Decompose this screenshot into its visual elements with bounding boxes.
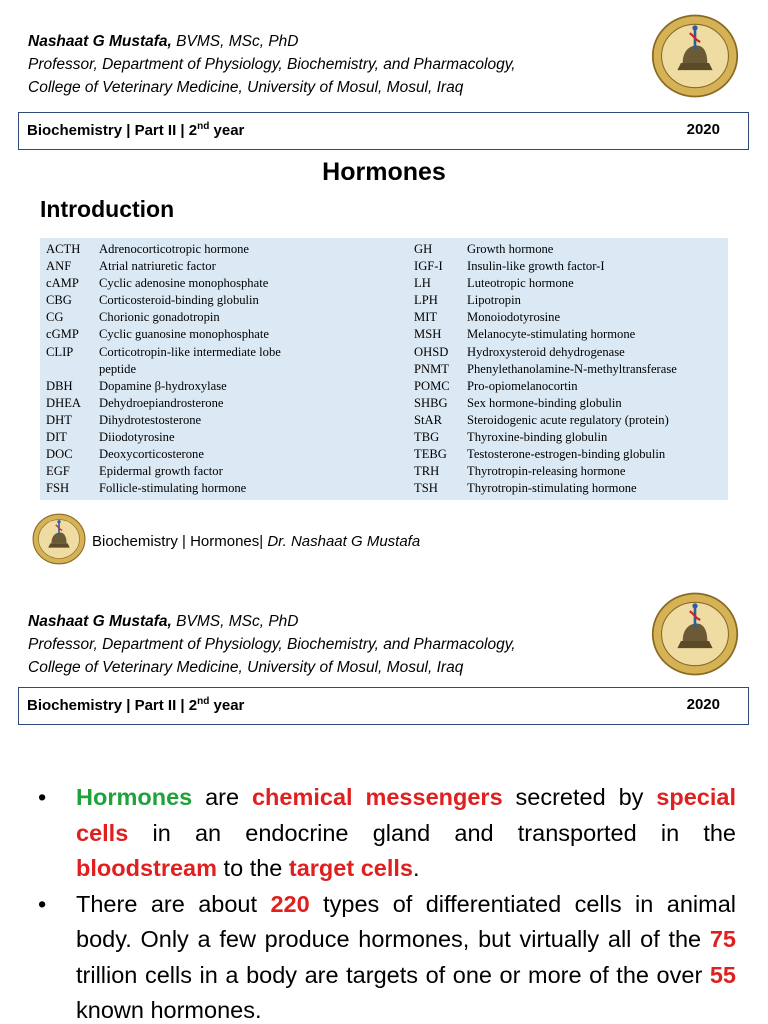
abbreviation-key: TSH xyxy=(414,481,438,496)
course-bar xyxy=(18,112,749,150)
author-affiliation: College of Veterinary Medicine, University of Mosul, Mosul, Iraq xyxy=(28,79,464,96)
abbreviation-key: IGF-I xyxy=(414,259,443,274)
abbreviation-key: DHEA xyxy=(46,395,81,410)
abbreviation-row xyxy=(46,395,406,412)
abbreviation-row xyxy=(414,446,726,463)
abbreviation-meaning: peptide xyxy=(99,361,137,376)
abbreviation-key: cGMP xyxy=(46,327,79,342)
author-block xyxy=(28,30,516,99)
abbreviation-row xyxy=(46,275,406,292)
abbreviation-meaning: Deoxycorticosterone xyxy=(99,447,204,462)
abbreviation-key: DIT xyxy=(46,430,67,445)
abbreviation-meaning: Monoiodotyrosine xyxy=(467,310,561,325)
abbreviation-meaning: Thyrotropin-releasing hormone xyxy=(467,464,626,479)
course-year: 2020 xyxy=(686,696,720,713)
author-name: Nashaat G Mustafa, xyxy=(28,33,172,50)
abbreviation-table xyxy=(40,238,728,500)
abbreviation-key: DHT xyxy=(46,412,72,427)
abbreviation-key xyxy=(46,361,99,378)
abbreviation-meaning: Follicle-stimulating hormone xyxy=(99,481,247,496)
abbreviation-row xyxy=(46,309,406,326)
bullet-list xyxy=(36,780,736,1024)
section-heading: Introduction xyxy=(40,196,175,222)
abbreviation-row xyxy=(46,429,406,446)
abbreviation-key: ANF xyxy=(46,259,72,274)
abbreviation-row xyxy=(414,412,726,429)
abbreviation-key: LPH xyxy=(414,293,438,308)
abbreviation-row xyxy=(46,412,406,429)
bullet-item: • There are about 220 types of differentiated cells in animal body. Only a few produce hormones, but virtually all of the 75 trillion cells in a body are targets of one or more of the over 55 known hormones. xyxy=(36,887,736,1024)
bullet-item: • Hormones are chemical messengers secreted by special cells in an endocrine gland and transported in the bloodstream to the target cells. xyxy=(36,780,736,887)
abbreviation-row xyxy=(414,275,726,292)
abbreviation-meaning: Lipotropin xyxy=(467,293,521,308)
abbreviation-key: POMC xyxy=(414,378,450,393)
abbreviation-meaning: Testosterone-estrogen-binding globulin xyxy=(467,447,666,462)
abbreviation-meaning: Dopamine β-hydroxylase xyxy=(99,378,227,393)
abbreviation-row xyxy=(414,292,726,309)
author-degrees: BVMS, MSc, PhD xyxy=(171,33,299,50)
abbreviation-key: TEBG xyxy=(414,447,447,462)
abbreviation-meaning: Corticosteroid-binding globulin xyxy=(99,293,259,308)
abbreviation-meaning: Atrial natriuretic factor xyxy=(99,259,216,274)
abbreviation-meaning: Steroidogenic acute regulatory (protein) xyxy=(467,412,669,427)
abbreviation-row xyxy=(414,361,726,378)
abbreviation-row xyxy=(46,258,406,275)
abbreviation-row xyxy=(414,480,726,497)
footer-seal-icon xyxy=(32,512,86,566)
abbreviation-row xyxy=(46,378,406,395)
abbreviation-row xyxy=(414,429,726,446)
author-position: Professor, Department of Physiology, Biochemistry, and Pharmacology, xyxy=(28,56,516,73)
abbreviation-row xyxy=(46,241,406,258)
abbreviation-meaning: Adrenocorticotropic hormone xyxy=(99,242,250,256)
abbreviation-meaning: Dehydroepiandrosterone xyxy=(99,395,224,410)
slide-title: Hormones xyxy=(322,158,446,186)
abbreviation-row xyxy=(414,378,726,395)
abbreviation-meaning: Phenylethanolamine-N-methyltransferase xyxy=(467,361,677,376)
abbreviation-row xyxy=(414,241,726,258)
abbreviation-meaning: Cyclic guanosine monophosphate xyxy=(99,327,269,342)
abbreviation-meaning: Insulin-like growth factor-I xyxy=(467,259,605,274)
abbreviation-meaning: Dihydrotestosterone xyxy=(99,412,202,427)
abbreviation-key: GH xyxy=(414,242,433,256)
university-seal-icon xyxy=(648,12,742,100)
abbreviation-key: PNMT xyxy=(414,361,449,376)
abbreviation-key: TBG xyxy=(414,430,440,445)
abbreviation-key: CG xyxy=(46,310,64,325)
bullet-dot: • xyxy=(38,890,47,917)
course-year: 2020 xyxy=(686,121,720,138)
abbreviation-row xyxy=(46,480,406,497)
university-seal-icon xyxy=(648,590,742,678)
abbreviation-key: MSH xyxy=(414,327,442,342)
abbreviation-key: LH xyxy=(414,276,431,291)
abbreviation-row xyxy=(414,258,726,275)
abbreviation-row xyxy=(46,344,406,361)
abbreviation-row xyxy=(46,361,406,378)
abbreviation-row xyxy=(46,292,406,309)
abbreviation-key: FSH xyxy=(46,481,70,496)
abbreviation-key: TRH xyxy=(414,464,440,479)
abbreviation-meaning: Chorionic gonadotropin xyxy=(99,310,220,325)
abbreviation-column-left xyxy=(46,241,406,497)
footer-text: Biochemistry | Hormones| Dr. Nashaat G Mustafa xyxy=(92,533,421,550)
abbreviation-meaning: Pro-opiomelanocortin xyxy=(467,378,578,393)
author-name: Nashaat G Mustafa, xyxy=(28,613,172,630)
abbreviation-key: DBH xyxy=(46,378,73,393)
abbreviation-row xyxy=(414,309,726,326)
abbreviation-key: CLIP xyxy=(46,344,74,359)
abbreviation-key: StAR xyxy=(414,412,442,427)
abbreviation-key: CBG xyxy=(46,293,72,308)
abbreviation-row xyxy=(414,463,726,480)
abbreviation-row xyxy=(46,463,406,480)
abbreviation-meaning: Growth hormone xyxy=(467,242,554,256)
abbreviation-meaning: Luteotropic hormone xyxy=(467,276,574,291)
author-block xyxy=(28,610,516,679)
abbreviation-meaning: Epidermal growth factor xyxy=(99,464,223,479)
slide-2 xyxy=(0,580,768,1024)
abbreviation-key: cAMP xyxy=(46,276,79,291)
abbreviation-key: DOC xyxy=(46,447,73,462)
abbreviation-key: MIT xyxy=(414,310,438,325)
abbreviation-meaning: Diiodotyrosine xyxy=(99,430,175,445)
abbreviation-meaning: Thyrotropin-stimulating hormone xyxy=(467,481,637,496)
abbreviation-meaning: Sex hormone-binding globulin xyxy=(467,395,622,410)
abbreviation-key: OHSD xyxy=(414,344,449,359)
abbreviation-row xyxy=(414,395,726,412)
abbreviation-key: EGF xyxy=(46,464,70,479)
abbreviation-meaning: Hydroxysteroid dehydrogenase xyxy=(467,344,625,359)
abbreviation-row xyxy=(414,326,726,343)
author-position: Professor, Department of Physiology, Biochemistry, and Pharmacology, xyxy=(28,636,516,653)
abbreviation-meaning: Melanocyte-stimulating hormone xyxy=(467,327,636,342)
abbreviation-row xyxy=(46,326,406,343)
course-label: Biochemistry | Part II | 2nd year xyxy=(27,696,245,714)
abbreviation-row xyxy=(414,344,726,361)
slide-footer xyxy=(0,510,768,572)
author-degrees: BVMS, MSc, PhD xyxy=(171,613,299,630)
abbreviation-meaning: Thyroxine-binding globulin xyxy=(467,430,608,445)
abbreviation-meaning: Cyclic adenosine monophosphate xyxy=(99,276,269,291)
abbreviation-column-right xyxy=(414,241,726,497)
abbreviation-row xyxy=(46,446,406,463)
abbreviation-key: SHBG xyxy=(414,395,448,410)
abbreviation-meaning: Corticotropin-like intermediate lobe xyxy=(99,344,281,359)
author-affiliation: College of Veterinary Medicine, University of Mosul, Mosul, Iraq xyxy=(28,659,464,676)
bullet-dot: • xyxy=(38,784,47,810)
abbreviation-key: ACTH xyxy=(46,242,81,256)
course-label: Biochemistry | Part II | 2nd year xyxy=(27,121,245,139)
course-bar xyxy=(18,687,749,725)
